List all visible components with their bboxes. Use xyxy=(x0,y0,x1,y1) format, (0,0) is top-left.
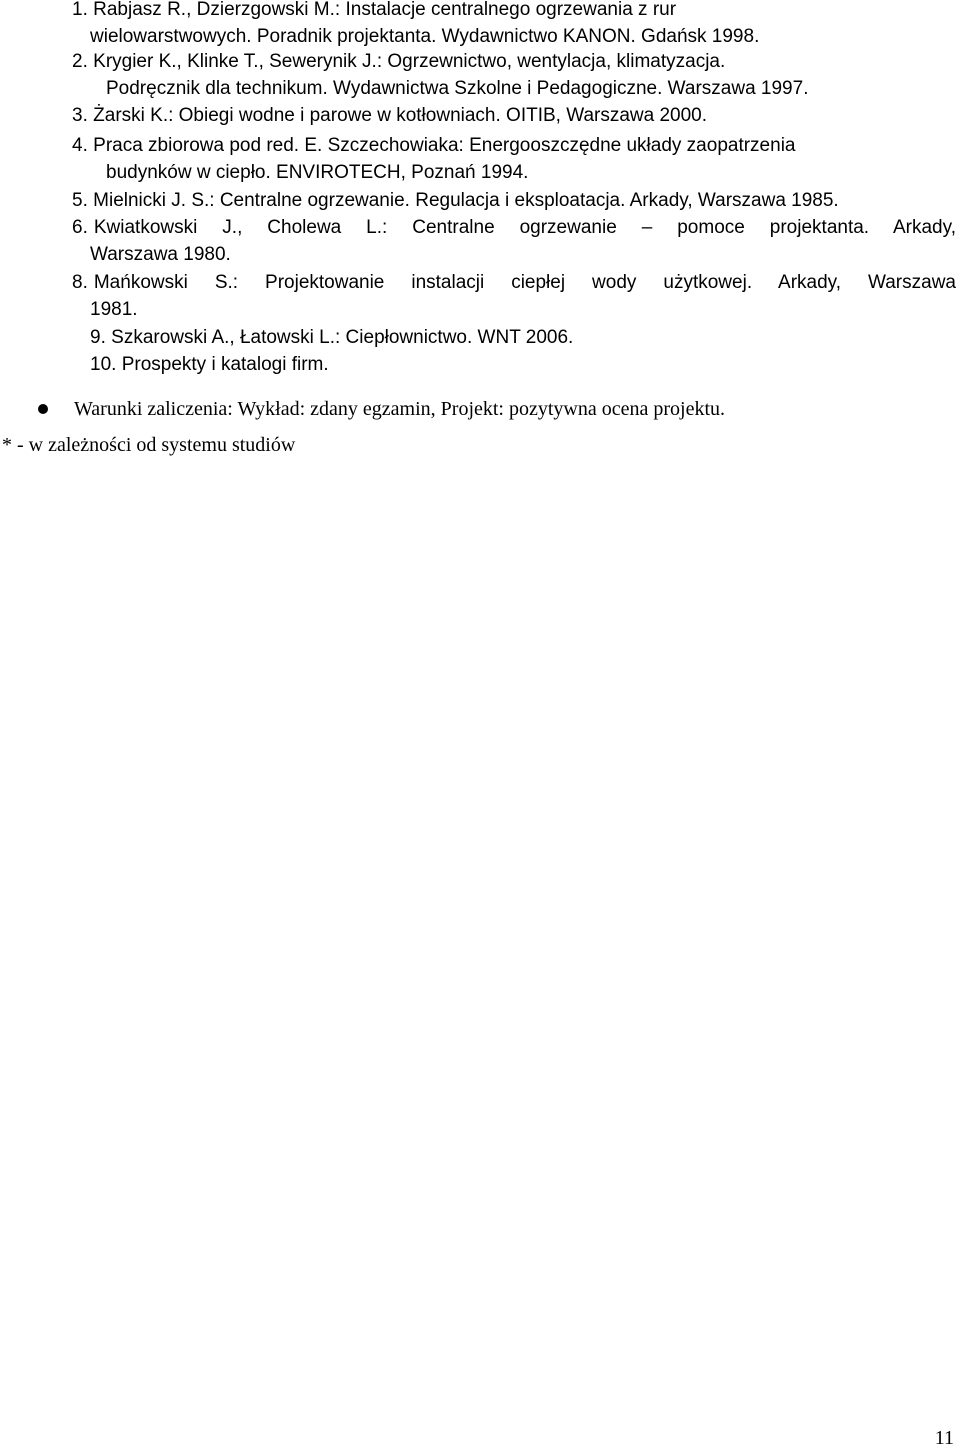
reference-item xyxy=(72,324,573,351)
reference-number: 8. xyxy=(72,272,88,293)
reference-continuation: budynków w ciepło. ENVIROTECH, Poznań 1994. xyxy=(106,162,529,183)
reference-number: 4. xyxy=(72,135,88,156)
reference-continuation: Podręcznik dla technikum. Wydawnictwa Szkolne i Pedagogiczne. Warszawa 1997. xyxy=(106,78,809,99)
reference-text: Kwiatkowski J., Cholewa L.: Centralne ogrzewanie – pomoce projektanta. Arkady, xyxy=(93,217,956,238)
reference-text: Praca zbiorowa pod red. E. Szczechowiaka: Energooszczędne układy zaopatrzenia xyxy=(93,135,796,156)
reference-item xyxy=(72,102,707,129)
reference-number: 3. xyxy=(72,105,88,126)
page-number: 11 xyxy=(934,1427,954,1449)
grading-conditions-text: Warunki zaliczenia: Wykład: zdany egzamin, Projekt: pozytywna ocena projektu. xyxy=(74,398,726,420)
reference-number: 9. xyxy=(90,327,106,348)
footnote: * - w zależności od systemu studiów xyxy=(2,434,296,456)
reference-number: 6. xyxy=(72,217,88,238)
reference-number: 10. xyxy=(90,354,117,375)
reference-item xyxy=(72,214,956,268)
bullet-icon xyxy=(38,404,48,414)
reference-item xyxy=(72,187,839,214)
reference-number: 5. xyxy=(72,190,88,211)
reference-text: Żarski K.: Obiegi wodne i parowe w kotłowniach. OITIB, Warszawa 2000. xyxy=(93,105,708,126)
reference-text: Szkarowski A., Łatowski L.: Ciepłownictwo. WNT 2006. xyxy=(111,327,574,348)
reference-item xyxy=(90,351,329,378)
reference-text: Prospekty i katalogi firm. xyxy=(121,354,329,375)
reference-text: Rabjasz R., Dzierzgowski M.: Instalacje centralnego ogrzewania z rur xyxy=(93,0,677,20)
reference-number: 2. xyxy=(72,51,88,72)
reference-continuation: 1981. xyxy=(90,299,138,320)
reference-item xyxy=(72,0,759,50)
reference-text: Mańkowski S.: Projektowanie instalacji ciepłej wody użytkowej. Arkady, Warszawa xyxy=(93,272,956,293)
reference-text: Krygier K., Klinke T., Sewerynik J.: Ogrzewnictwo, wentylacja, klimatyzacja. xyxy=(93,51,726,72)
reference-continuation: wielowarstwowych. Poradnik projektanta. Wydawnictwo KANON. Gdańsk 1998. xyxy=(90,26,760,47)
reference-item xyxy=(72,48,808,102)
reference-continuation: Warszawa 1980. xyxy=(90,244,231,265)
reference-text: Mielnicki J. S.: Centralne ogrzewanie. Regulacja i eksploatacja. Arkady, Warszawa 1985. xyxy=(93,190,839,211)
reference-number: 1. xyxy=(72,0,88,20)
reference-item xyxy=(72,132,795,186)
reference-item xyxy=(72,269,956,323)
